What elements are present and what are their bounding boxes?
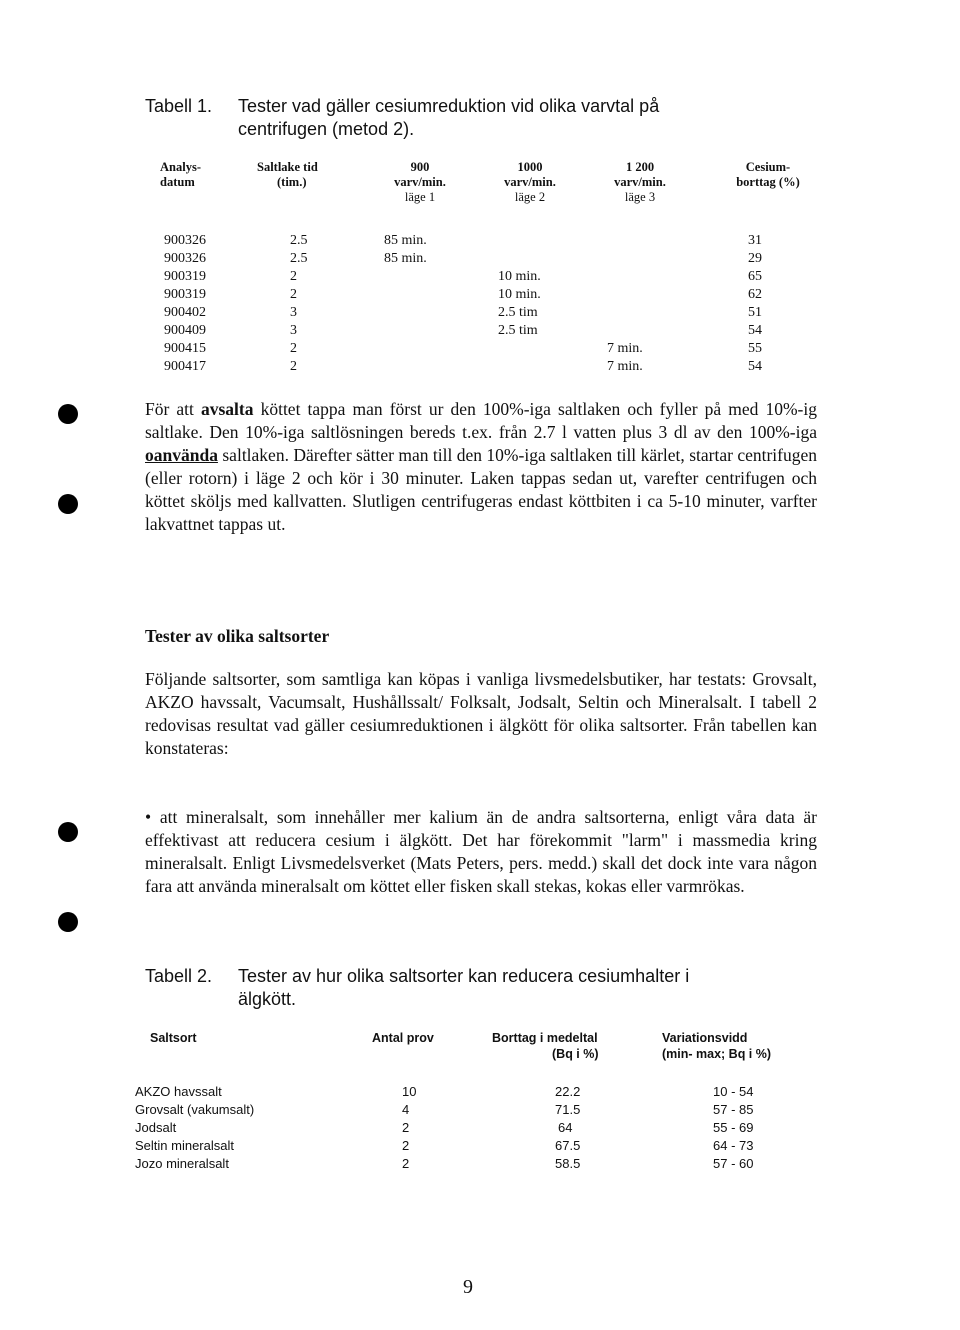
cell-antal: 2 bbox=[402, 1120, 410, 1135]
section-title: Tester av olika saltsorter bbox=[145, 626, 330, 646]
bullet-mineralsalt: • att mineralsalt, som innehåller mer kalium än de andra saltsorterna, enligt våra data är effektivast att reducera cesium i älgkött. Det har förekommit "larm" i massmedia kring mineralsalt. Enligt Livsmedelsverket (Mats Peters, pers. medd.) skall det dock inte vara någon fara att använda mineralsalt om köttet eller fisken skall stekas, kokas eller varmrökas. bbox=[145, 807, 817, 896]
paragraph-saltsorter: Följande saltsorter, som samtliga kan köpas i vanliga livsmedelsbutiker, har testats: Grovsalt, AKZO havssalt, Vacumsalt, Hushållssalt/ Folksalt, Jodsalt, Seltin och Mineralsalt. I tabell 2 redovisas resultat vad gäller cesiumreduktionen i älgkött för olika saltsorter. Från tabellen kan konstateras: bbox=[145, 669, 817, 758]
cell-saltsort: Jozo mineralsalt bbox=[135, 1156, 229, 1171]
cell-saltsort: Jodsalt bbox=[135, 1120, 177, 1135]
cell-variation: 64 - 73 bbox=[713, 1138, 754, 1153]
header-cesium: Cesium- borttag (%) bbox=[736, 160, 800, 189]
table1-caption-line1: Tester vad gäller cesiumreduktion vid olika varvtal på bbox=[238, 96, 660, 116]
cell-borttag: 71.5 bbox=[555, 1102, 581, 1117]
cell-saltsort: Seltin mineralsalt bbox=[135, 1138, 234, 1153]
cell-saltlake: 2.5 bbox=[290, 233, 308, 248]
header-antal: Antal prov bbox=[372, 1031, 434, 1045]
cell-saltlake: 2 bbox=[290, 359, 297, 374]
cell-borttag: 58.5 bbox=[555, 1156, 581, 1171]
header-1000: 1000 varv/min. läge 2 bbox=[504, 160, 556, 204]
punch-hole bbox=[58, 912, 78, 932]
para-text: För att bbox=[145, 399, 194, 419]
header-saltsort: Saltsort bbox=[150, 1031, 197, 1045]
cell-datum: 900415 bbox=[164, 341, 206, 356]
para-emphasis: avsalta bbox=[200, 399, 254, 419]
cell-variation: 10 - 54 bbox=[713, 1084, 754, 1099]
cell-saltsort: AKZO havssalt bbox=[135, 1084, 222, 1099]
cell-cesium: 55 bbox=[748, 341, 762, 356]
para-text: köttet tappa man först ur den 100%-iga saltlaken och fyller på med 10%-ig saltlake. Den 10%-iga saltlösningen bereds t.ex. från 2.7 l vatten plus 3 dl av den 100%-iga bbox=[145, 399, 817, 442]
cell-datum: 900402 bbox=[164, 305, 206, 320]
cell-1000: 2.5 tim bbox=[498, 323, 538, 338]
table1-label: Tabell 1. bbox=[145, 96, 213, 116]
punch-hole bbox=[58, 822, 78, 842]
table2-label: Tabell 2. bbox=[145, 966, 213, 986]
header-saltlake: Saltlake tid (tim.) bbox=[257, 160, 318, 189]
cell-cesium: 62 bbox=[748, 287, 762, 302]
cell-cesium: 65 bbox=[748, 269, 762, 284]
cell-borttag: 64 bbox=[558, 1120, 573, 1135]
cell-saltsort: Grovsalt (vakumsalt) bbox=[135, 1102, 255, 1117]
header-variation: Variationsvidd (min- max; Bq i %) bbox=[662, 1031, 772, 1061]
cell-cesium: 54 bbox=[748, 323, 762, 338]
cell-datum: 900326 bbox=[164, 251, 206, 266]
cell-1000: 2.5 tim bbox=[498, 305, 538, 320]
cell-saltlake: 2.5 bbox=[290, 251, 308, 266]
para-underlined: oanvända bbox=[145, 445, 218, 465]
punch-hole bbox=[58, 494, 78, 514]
cell-1000: 10 min. bbox=[498, 287, 541, 302]
page-number: 9 bbox=[463, 1276, 473, 1298]
cell-variation: 57 - 85 bbox=[713, 1102, 754, 1117]
cell-datum: 900319 bbox=[164, 287, 206, 302]
cell-variation: 55 - 69 bbox=[713, 1120, 754, 1135]
paragraph-avsaltning bbox=[145, 398, 817, 536]
cell-saltlake: 3 bbox=[290, 305, 297, 320]
cell-cesium: 51 bbox=[748, 305, 762, 320]
cell-borttag: 22.2 bbox=[555, 1084, 581, 1099]
cell-saltlake: 2 bbox=[290, 287, 297, 302]
cell-900: 85 min. bbox=[384, 251, 427, 266]
table1-caption-line2: centrifugen (metod 2). bbox=[238, 119, 415, 139]
cell-antal: 4 bbox=[402, 1102, 410, 1117]
header-1200: 1 200 varv/min. läge 3 bbox=[614, 160, 666, 204]
cell-1200: 7 min. bbox=[607, 341, 643, 356]
cell-saltlake: 2 bbox=[290, 341, 297, 356]
cell-cesium: 29 bbox=[748, 251, 762, 266]
cell-cesium: 54 bbox=[748, 359, 762, 374]
punch-hole bbox=[58, 404, 78, 424]
cell-1000: 10 min. bbox=[498, 269, 541, 284]
cell-saltlake: 3 bbox=[290, 323, 297, 338]
cell-antal: 2 bbox=[402, 1138, 410, 1153]
cell-variation: 57 - 60 bbox=[713, 1156, 754, 1171]
table2-caption-line1: Tester av hur olika saltsorter kan reducera cesiumhalter i bbox=[238, 966, 690, 986]
cell-borttag: 67.5 bbox=[555, 1138, 581, 1153]
header-analysdatum: Analys- datum bbox=[160, 160, 201, 189]
header-900: 900 varv/min. läge 1 bbox=[394, 160, 446, 204]
header-borttag: Borttag i medeltal (Bq i %) bbox=[492, 1031, 599, 1061]
cell-datum: 900417 bbox=[164, 359, 206, 374]
cell-1200: 7 min. bbox=[607, 359, 643, 374]
cell-cesium: 31 bbox=[748, 233, 762, 248]
cell-900: 85 min. bbox=[384, 233, 427, 248]
cell-datum: 900409 bbox=[164, 323, 206, 338]
cell-datum: 900326 bbox=[164, 233, 206, 248]
cell-antal: 10 bbox=[402, 1084, 417, 1099]
cell-saltlake: 2 bbox=[290, 269, 297, 284]
cell-datum: 900319 bbox=[164, 269, 206, 284]
para-text: saltlaken. Därefter sätter man till den 10%-iga saltlaken till kärlet, startar centrifugen (eller rotorn) i läge 2 och kör i 30 minuter. Laken tappas sedan ut, varefter centrifugen och köttet sköljs med kallvatten. Slutligen centrifugeras endast köttbiten i ca 5-10 minuter, varfter lakvattnet tappas ut. bbox=[145, 445, 818, 534]
cell-antal: 2 bbox=[402, 1156, 410, 1171]
table2-caption-line2: älgkött. bbox=[238, 989, 297, 1009]
